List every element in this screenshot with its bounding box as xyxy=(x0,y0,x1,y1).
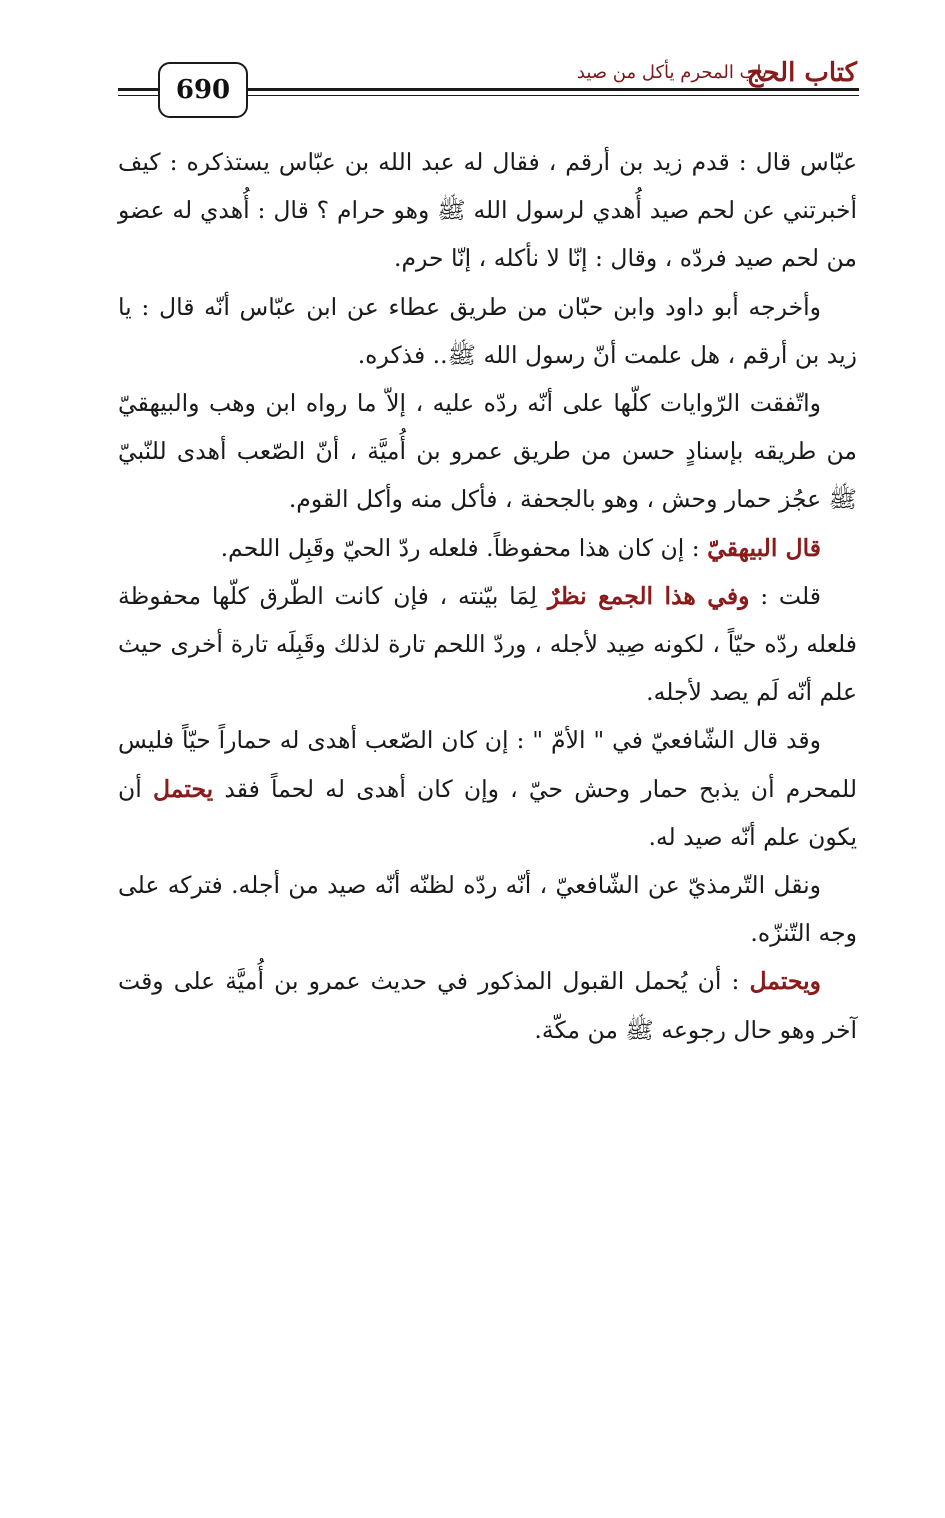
page-number: 690 xyxy=(158,62,248,118)
paragraph-8 xyxy=(118,957,857,1053)
paragraph-2 xyxy=(118,283,857,379)
text-segment: وأخرجه أبو داود وابن حبّان من طريق عطاء عن ابن عبّاس أنّه قال : يا زيد بن أرقم ، هل علمت أنّ رسول الله ﷺ.. فذكره. xyxy=(118,292,857,369)
paragraph-5 xyxy=(118,572,857,717)
paragraph-4 xyxy=(118,524,857,572)
highlight-phrase: وفي هذا الجمع نظرٌ xyxy=(547,581,750,610)
text-segment: : إن كان هذا محفوظاً. فلعله ردّ الحيّ وقَبِل اللحم. xyxy=(220,533,708,562)
text-segment: ونقل التّرمذيّ عن الشّافعيّ ، أنّه ردّه لظنّه أنّه صيد من أجله. فتركه على وجه التّنزّه. xyxy=(118,871,857,948)
text-segment: أن يكون علم أنّه صيد له. xyxy=(118,774,857,851)
paragraph-3 xyxy=(118,379,857,524)
text-segment: لِمَا بيّنته ، فإن كانت الطّرق كلّها محفوظة فلعله ردّه حيّاً ، لكونه صِيد لأجله ، وردّ اللحم تارة لذلك وقَبِلَه تارة أخرى حيث علم أنّه لَم يصد لأجله. xyxy=(118,581,857,707)
text-segment: واتّفقت الرّوايات كلّها على أنّه ردّه عليه ، إلاّ ما رواه ابن وهب والبيهقيّ من طريقه بإسنادٍ حسن من طريق عمرو بن أُميَّة ، أنّ الصّعب أهدى للنّبيّ ﷺ عجُز حمار وحش ، وهو بالجحفة ، فأكل منه وأكل القوم. xyxy=(118,389,857,514)
text-segment: عبّاس قال : قدم زيد بن أرقم ، فقال له عبد الله بن عبّاس يستذكره : كيف أخبرتني عن لحم صيد أُهدي لرسول الله ﷺ وهو حرام ؟ قال : أُهدي له عضو من لحم صيد فردّه ، وقال : إنّا لا نأكله ، إنّا حرم. xyxy=(118,148,857,273)
paragraph-6 xyxy=(118,716,857,861)
paragraph-7 xyxy=(118,861,857,957)
highlight-phrase: يحتمل xyxy=(152,774,214,803)
chapter-title: باب المحرم يأكل من صيد xyxy=(576,62,767,83)
book-title: كتاب الحج xyxy=(746,58,857,88)
text-segment: : أن يُحمل القبول المذكور في حديث عمرو بن أُميَّة على وقت آخر وهو حال رجوعه ﷺ من مكّة. xyxy=(118,967,857,1044)
highlight-phrase: قال البيهقيّ xyxy=(707,533,821,562)
text-segment: قلت : xyxy=(749,581,821,610)
paragraph-1 xyxy=(118,138,857,283)
highlight-phrase: ويحتمل xyxy=(749,967,821,996)
body-text xyxy=(118,138,857,1054)
text-segment: وقد قال الشّافعيّ في " الأمّ " : إن كان الصّعب أهدى له حماراً حيّاً فليس للمحرم أن يذبح حمار وحش حيّ ، وإن كان أهدى له لحماً فقد xyxy=(118,726,857,803)
